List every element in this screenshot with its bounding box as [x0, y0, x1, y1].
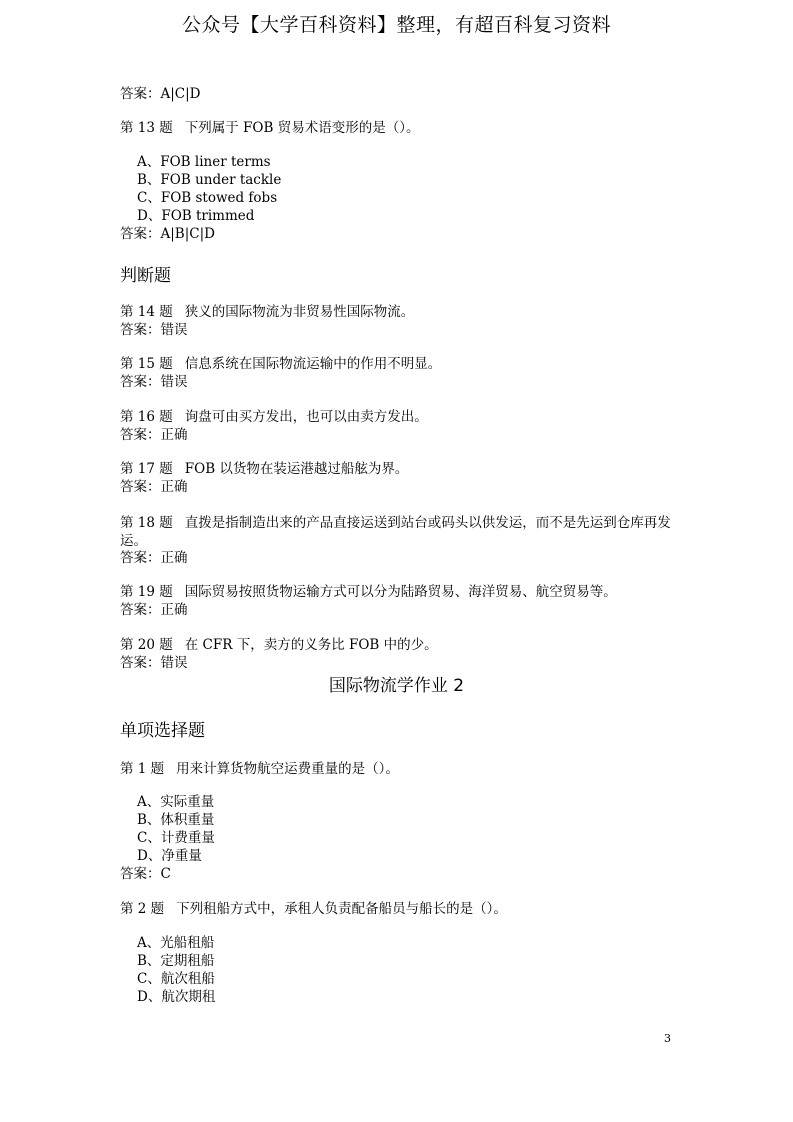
answer-line: 答案：错误	[120, 322, 188, 338]
option: B、定期租船	[137, 953, 215, 969]
question-text: 国际贸易按照货物运输方式可以分为陆路贸易、海洋贸易、航空贸易等。	[184, 584, 617, 600]
question-number: 第 15 题	[120, 356, 173, 372]
page-number: 3	[664, 1032, 671, 1045]
question-number: 第 17 题	[120, 461, 173, 477]
option: B、体积重量	[137, 812, 215, 828]
option: A、实际重量	[137, 794, 215, 810]
option: D、净重量	[137, 848, 202, 864]
option: D、FOB trimmed	[137, 208, 255, 224]
question-20	[120, 637, 438, 653]
question-number: 第 19 题	[120, 584, 173, 600]
page-header: 公众号【大学百科资料】整理，有超百科复习资料	[181, 14, 611, 36]
answer-line: 答案：正确	[120, 550, 188, 566]
question-16	[120, 409, 428, 425]
question-text: 用来计算货物航空运费重量的是（）。	[176, 761, 399, 777]
answer-line: 答案：错误	[120, 655, 188, 671]
question-text: 狭义的国际物流为非贸易性国际物流。	[184, 304, 415, 320]
option: A、FOB liner terms	[137, 154, 271, 170]
section-heading-judgement: 判断题	[120, 266, 171, 286]
answer-line: 答案：正确	[120, 427, 188, 443]
question-text: 询盘可由买方发出，也可以由卖方发出。	[184, 409, 428, 425]
answer-line: 答案：C	[120, 866, 171, 882]
question-text: FOB 以货物在装运港越过船舷为界。	[184, 461, 409, 477]
option: B、FOB under tackle	[137, 172, 282, 188]
question-17	[120, 461, 408, 477]
answer-line: 答案：错误	[120, 374, 188, 390]
question-text: 在 CFR 下，卖方的义务比 FOB 中的少。	[184, 637, 438, 653]
answer-line: 答案：A|C|D	[120, 86, 201, 102]
question-19	[120, 584, 617, 600]
question-number: 第 1 题	[120, 761, 165, 777]
option: C、计费重量	[137, 830, 215, 846]
question-text: 直拨是指制造出来的产品直接运送到站台或码头以供发运，而不是先运到仓库再发运。	[120, 515, 671, 549]
option: D、航次期租	[137, 989, 216, 1005]
answer-line: 答案：正确	[120, 479, 188, 495]
question-number: 第 13 题	[120, 120, 173, 136]
option: C、FOB stowed fobs	[137, 190, 278, 206]
answer-line: 答案：正确	[120, 602, 188, 618]
question-2	[120, 901, 507, 917]
section-heading-single-choice: 单项选择题	[120, 721, 205, 741]
option: A、光船租船	[137, 935, 215, 951]
answer-line: 答案：A|B|C|D	[120, 226, 215, 242]
question-number: 第 2 题	[120, 901, 165, 917]
question-13	[120, 120, 419, 136]
question-1	[120, 761, 399, 777]
question-number: 第 16 题	[120, 409, 173, 425]
question-text: 下列租船方式中，承租人负责配备船员与船长的是（）。	[176, 901, 507, 917]
document-title: 国际物流学作业 2	[328, 676, 465, 696]
question-number: 第 20 题	[120, 637, 173, 653]
question-text: 信息系统在国际物流运输中的作用不明显。	[184, 356, 442, 372]
question-number: 第 18 题	[120, 515, 173, 531]
question-number: 第 14 题	[120, 304, 173, 320]
question-14	[120, 304, 414, 320]
question-18	[120, 514, 680, 550]
question-text: 下列属于 FOB 贸易术语变形的是（）。	[184, 120, 420, 136]
question-15	[120, 356, 441, 372]
option: C、航次租船	[137, 971, 215, 987]
